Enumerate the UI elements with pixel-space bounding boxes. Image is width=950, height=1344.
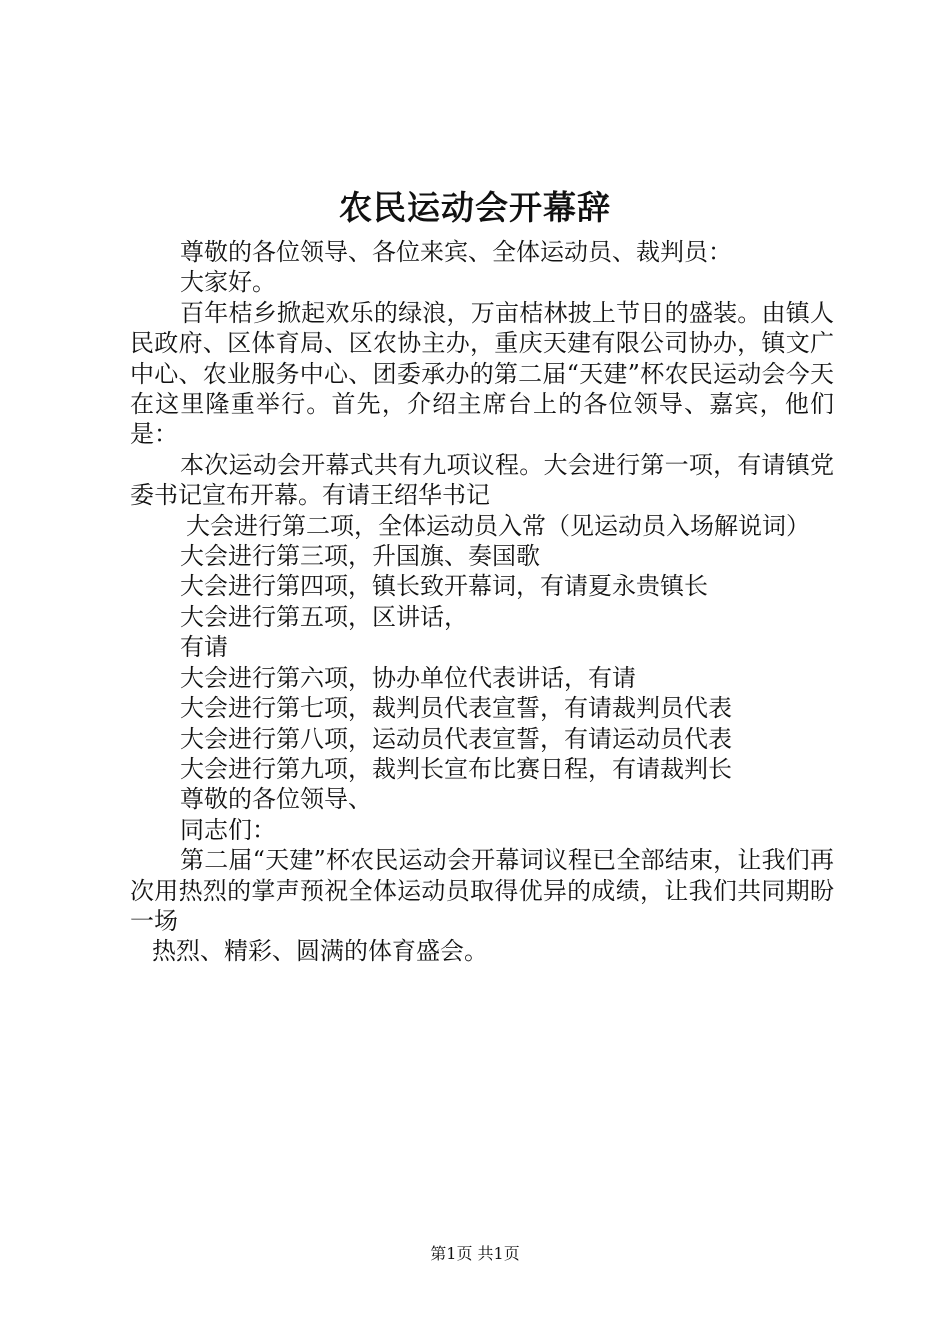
agenda-item-5-continued: 有请 — [180, 633, 228, 662]
agenda-item-1: 本次运动会开幕式共有九项议程。大会进行第一项，有请镇党委书记宣布开幕。有请王绍华书记 — [130, 450, 834, 510]
intro-paragraph: 百年桔乡掀起欢乐的绿浪，万亩桔林披上节日的盛装。由镇人民政府、区体育局、区农协主办，重庆天建有限公司协办，镇文广中心、农业服务中心、团委承办的第二届“天建”杯农民运动会今天在这里隆重举行。首先，介绍主席台上的各位领导、嘉宾，他们是： — [130, 298, 834, 449]
agenda-item-9: 大会进行第九项，裁判长宣布比赛日程，有请裁判长 — [180, 754, 732, 783]
agenda-item-3: 大会进行第三项，升国旗、奏国歌 — [180, 542, 540, 571]
greeting: 大家好。 — [180, 268, 276, 297]
closing-paragraph: 第二届“天建”杯农民运动会开幕词议程已全部结束，让我们再次用热烈的掌声预祝全体运动员取得优异的成绩，让我们共同期盼一场 — [130, 846, 834, 935]
agenda-item-2: 大会进行第二项，全体运动员入常（见运动员入场解说词） — [186, 511, 810, 540]
agenda-item-6: 大会进行第六项，协办单位代表讲话，有请 — [180, 663, 636, 692]
agenda-item-7: 大会进行第七项，裁判员代表宣誓，有请裁判员代表 — [180, 694, 732, 723]
document-title: 农民运动会开幕辞 — [339, 188, 611, 227]
document-body — [130, 237, 834, 967]
closing-paragraph-end: 热烈、精彩、圆满的体育盛会。 — [152, 937, 488, 966]
closing-salutation-continued: 同志们： — [180, 815, 276, 844]
closing-salutation: 尊敬的各位领导、 — [180, 785, 372, 814]
salutation: 尊敬的各位领导、各位来宾、全体运动员、裁判员： — [180, 238, 732, 266]
page-footer: 第1页 共1页 — [430, 1244, 520, 1263]
agenda-item-5: 大会进行第五项，区讲话， — [180, 602, 468, 631]
agenda-item-8: 大会进行第八项，运动员代表宣誓，有请运动员代表 — [180, 724, 732, 753]
agenda-item-4: 大会进行第四项，镇长致开幕词，有请夏永贵镇长 — [180, 572, 708, 601]
